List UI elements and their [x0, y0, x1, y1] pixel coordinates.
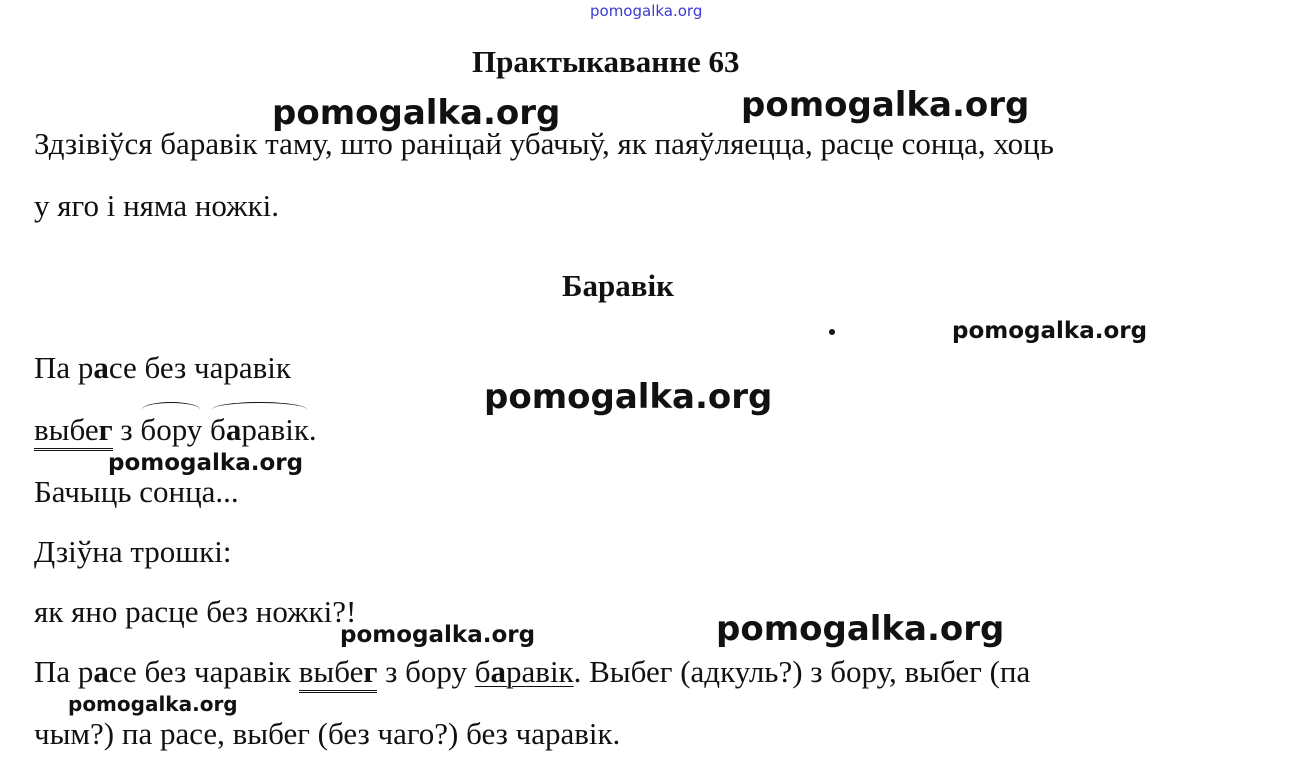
analysis-subject-stress: а — [490, 654, 507, 689]
subject-baravik-rest: равік — [241, 412, 309, 447]
poem-line-4: Дзіўна трошкі: — [34, 534, 232, 569]
analysis-subject — [475, 654, 574, 689]
watermark-4: pomogalka.org — [484, 377, 773, 417]
poem-line-1-c: се без чаравік — [108, 350, 291, 385]
watermark-2: pomogalka.org — [741, 85, 1030, 125]
bullet-dot — [829, 329, 835, 335]
analysis-line-1 — [34, 656, 1030, 687]
analysis-e: з бору — [377, 654, 475, 689]
poem-line-3: Бачыць сонца... — [34, 474, 239, 509]
poem-line-2 — [34, 414, 317, 445]
poem-line-1-stress: а — [93, 350, 109, 385]
intro-line-2: у яго і няма ножкі. — [34, 188, 279, 223]
poem-line-2-end: . — [308, 412, 317, 447]
subject-baravik-stress: а — [225, 412, 242, 447]
analysis-predicate — [299, 654, 378, 693]
analysis-predicate-b: г — [363, 654, 378, 689]
analysis-subject-rest: равік — [506, 654, 574, 689]
page-title: Практыкаванне 63 — [472, 44, 740, 79]
analysis-c: се без чаравік — [108, 654, 299, 689]
subject-baravik — [210, 412, 309, 447]
analysis-g: . Выбег (адкуль?) з бору, выбег (па — [573, 654, 1031, 689]
watermark-3: pomogalka.org — [952, 318, 1148, 344]
poem-line-1 — [34, 352, 291, 383]
poem-line-1-a: Па р — [34, 350, 94, 385]
word-boru: бору — [140, 412, 203, 447]
watermark-7: pomogalka.org — [716, 609, 1005, 649]
intro-line-1: Здзівіўся баравік таму, што раніцай убачыў, як паяўляецца, расце сонца, хоць — [34, 126, 1054, 161]
watermark-6: pomogalka.org — [340, 622, 536, 648]
subject-baravik-prefix — [210, 414, 309, 445]
predicate-vybeh-b: г — [98, 412, 113, 447]
watermark-5: pomogalka.org — [108, 450, 304, 476]
predicate-vybeh-a: выбе — [34, 412, 99, 447]
watermark-1: pomogalka.org — [272, 93, 561, 133]
analysis-predicate-a: выбе — [298, 654, 364, 689]
watermark-top: pomogalka.org — [590, 2, 703, 20]
analysis-a: Па р — [34, 654, 94, 689]
predicate-vybeh — [34, 412, 113, 451]
watermark-8: pomogalka.org — [68, 692, 238, 716]
subject-baravik-b: б — [210, 412, 226, 447]
poem-title: Баравік — [562, 268, 674, 303]
analysis-stress-1: а — [93, 654, 109, 689]
analysis-line-2: чым?) па расе, выбег (без чаго?) без чаравік. — [34, 716, 621, 751]
poem-line-5: як яно расце без ножкі?! — [34, 594, 357, 629]
poem-line-2-space — [202, 412, 210, 447]
poem-line-2-prep: з — [112, 412, 141, 447]
analysis-subject-a: б — [474, 654, 491, 689]
